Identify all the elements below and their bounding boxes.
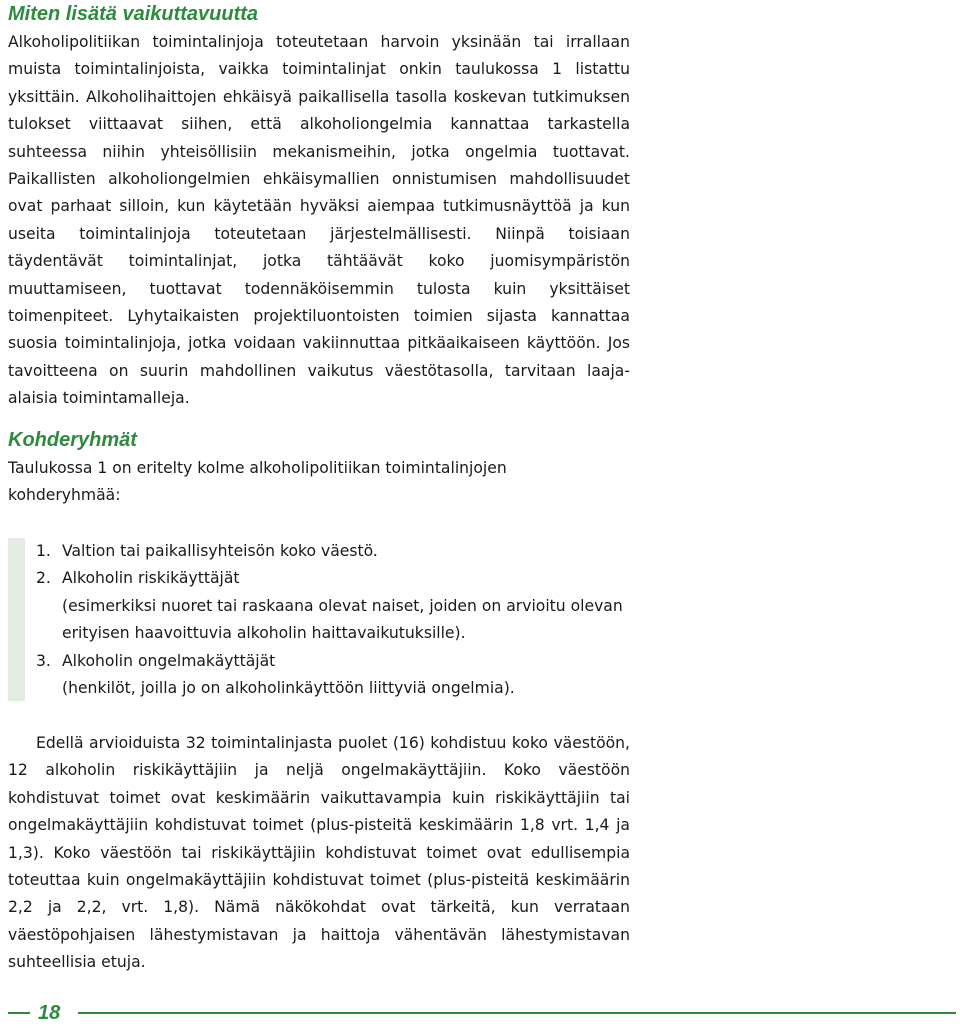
target-group-list — [36, 538, 630, 702]
list-item-title: Alkoholin ongelmakäyttäjät — [62, 651, 276, 670]
footer-rule-right — [78, 1012, 956, 1014]
list-item-title: Valtion tai paikallisyhteisön koko väestö. — [62, 542, 378, 560]
list-item — [36, 648, 630, 703]
list-item-number: 1. — [36, 542, 51, 560]
list-item-number: 3. — [36, 651, 51, 670]
section-heading-vaikuttavuus: Miten lisätä vaikuttavuutta — [8, 3, 259, 25]
list-item — [36, 565, 630, 647]
list-item — [36, 538, 630, 565]
body-paragraph: Alkoholipolitiikan toimintalinjoja toteutetaan harvoin yksinään tai irrallaan muista toimintalinjoista, vaikka toimintalinjat onkin taulukossa 1 listattu yksittäin. Alkoholihaittojen ehkäisyä paikallisella tasolla koskevan tutkimuksen tulokset viittaavat siihen, että alkoholiongelmia kannattaa tarkastella suhteessa niihin yhteisöllisiin mekanismeihin, jotka ongelmia tuottavat. Paikallisten alkoholiongelmien ehkäisymallien onnistumisen mahdollisuudet ovat parhaat silloin, kun käytetään hyväksi aiempaa tutkimusnäyttöä ja kun useita toimintalinjoja toteutetaan järjestelmällisesti. Niinpä toisiaan täydentävät toimintalinjat, jotka tähtäävät koko juomisympäristön muuttamiseen, tuottavat todennäköisemmin tulosta kuin yksittäiset toimenpiteet. Lyhytaikaisten projektiluontoisten toimien sijasta kannattaa suosia toimintalinjoja, jotka voidaan vakiinnuttaa pitkäaikaiseen käyttöön. Jos tavoitteena on suurin mahdollinen vaikutus väestötasolla, tarvitaan laaja-alaisia toimintamalleja. — [8, 33, 630, 408]
list-accent-bar — [8, 538, 25, 701]
page-footer — [8, 998, 956, 1028]
footer-rule-left — [8, 1012, 30, 1014]
list-item-title: Alkoholin riskikäyttäjät — [62, 569, 240, 588]
intro-paragraph: Taulukossa 1 on eritelty kolme alkoholipolitiikan toimintalinjojen kohderyhmää: — [8, 459, 507, 505]
page-number: 18 — [38, 1002, 61, 1024]
closing-paragraph: Edellä arvioiduista 32 toimintalinjasta puolet (16) kohdistuu koko väestöön, 12 alkoholin riskikäyttäjiin ja neljä ongelmakäyttäjiin. Koko väestöön kohdistuvat toimet ovat keskimäärin vaikuttavampia kuin riskikäyttäjiin tai ongelmakäyttäjiin kohdistuvat toimet (plus-pisteitä keskimäärin 1,8 vrt. 1,4 ja 1,3). Koko väestöön tai riskikäyttäjiin kohdistuvat toimet ovat edullisempia toteuttaa kuin ongelmakäyttäjiin kohdistuvat toimet (plus-pisteitä keskimäärin 2,2 ja 2,2, vrt. 1,8). Nämä näkökohdat ovat tärkeitä, kun verrataan väestöpohjaisen lähestymistavan ja haittoja vähentävän lähestymistavan suhteellisia etuja. — [8, 734, 630, 972]
section-heading-kohderyhmat: Kohderyhmät — [8, 429, 137, 451]
list-item-number: 2. — [36, 569, 51, 588]
list-item-detail: (henkilöt, joilla jo on alkoholinkäyttöön liittyviä ongelmia). — [62, 679, 515, 698]
list-item-detail: (esimerkiksi nuoret tai raskaana olevat naiset, joiden on arvioitu olevan erityisen haavoittuvia alkoholin haittavaikutuksille). — [62, 596, 623, 643]
